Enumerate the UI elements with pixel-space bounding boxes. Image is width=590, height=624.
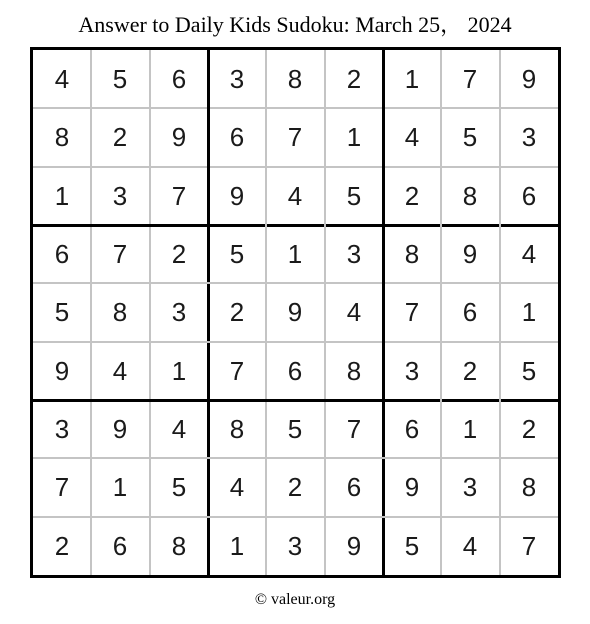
sudoku-cell: 1 xyxy=(346,121,362,152)
sudoku-grid xyxy=(33,50,558,575)
sudoku-cell: 6 xyxy=(462,296,478,327)
sudoku-cell: 3 xyxy=(54,413,70,444)
sudoku-cell: 9 xyxy=(287,296,303,327)
sudoku-cell: 1 xyxy=(287,238,303,269)
sudoku-cell: 3 xyxy=(462,471,478,502)
sudoku-cell: 3 xyxy=(521,121,537,152)
sudoku-cell: 5 xyxy=(171,471,187,502)
sudoku-cell: 8 xyxy=(462,180,478,211)
sudoku-cell: 8 xyxy=(112,296,128,327)
sudoku-cell: 6 xyxy=(112,530,128,561)
sudoku-cell: 3 xyxy=(346,238,362,269)
sudoku-cell: 5 xyxy=(346,180,362,211)
sudoku-cell: 7 xyxy=(404,296,420,327)
sudoku-cell: 8 xyxy=(346,355,362,386)
sudoku-cell: 3 xyxy=(229,63,245,94)
sudoku-cell: 3 xyxy=(404,355,420,386)
sudoku-cell: 1 xyxy=(462,413,478,444)
sudoku-cell: 4 xyxy=(521,238,537,269)
sudoku-cell: 2 xyxy=(404,180,420,211)
sudoku-cell: 3 xyxy=(171,296,187,327)
sudoku-cell: 8 xyxy=(404,238,420,269)
sudoku-cell: 6 xyxy=(346,471,362,502)
sudoku-board xyxy=(30,47,561,578)
sudoku-cell: 4 xyxy=(229,471,245,502)
sudoku-cell: 5 xyxy=(112,63,128,94)
sudoku-cell: 3 xyxy=(112,180,128,211)
sudoku-cell: 5 xyxy=(287,413,303,444)
sudoku-cell: 4 xyxy=(462,530,478,561)
sudoku-cell: 9 xyxy=(462,238,478,269)
sudoku-cell: 1 xyxy=(54,180,70,211)
sudoku-cell: 9 xyxy=(346,530,362,561)
sudoku-cell: 7 xyxy=(287,121,303,152)
sudoku-cell: 6 xyxy=(54,238,70,269)
sudoku-cell: 2 xyxy=(521,413,537,444)
sudoku-cell: 1 xyxy=(404,63,420,94)
sudoku-cell: 8 xyxy=(54,121,70,152)
sudoku-cell: 7 xyxy=(112,238,128,269)
sudoku-cell: 6 xyxy=(229,121,245,152)
sudoku-cell: 5 xyxy=(404,530,420,561)
sudoku-cell: 6 xyxy=(521,180,537,211)
sudoku-cell: 4 xyxy=(171,413,187,444)
sudoku-cell: 9 xyxy=(229,180,245,211)
sudoku-cell: 6 xyxy=(171,63,187,94)
sudoku-cell: 8 xyxy=(521,471,537,502)
sudoku-cell: 5 xyxy=(521,355,537,386)
sudoku-cell: 9 xyxy=(521,63,537,94)
sudoku-cell: 9 xyxy=(112,413,128,444)
sudoku-cell: 7 xyxy=(171,180,187,211)
sudoku-cell: 2 xyxy=(287,471,303,502)
sudoku-cell: 4 xyxy=(112,355,128,386)
sudoku-cell: 7 xyxy=(346,413,362,444)
sudoku-cell: 6 xyxy=(404,413,420,444)
sudoku-cell: 5 xyxy=(462,121,478,152)
sudoku-cell: 7 xyxy=(521,530,537,561)
sudoku-cell: 8 xyxy=(287,63,303,94)
sudoku-cell: 1 xyxy=(171,355,187,386)
sudoku-cell: 7 xyxy=(54,471,70,502)
sudoku-cell: 1 xyxy=(521,296,537,327)
sudoku-cell: 7 xyxy=(462,63,478,94)
page-title: Answer to Daily Kids Sudoku: March 25， 2024 xyxy=(78,12,512,37)
sudoku-cell: 1 xyxy=(112,471,128,502)
sudoku-cell: 5 xyxy=(54,296,70,327)
sudoku-cell: 2 xyxy=(54,530,70,561)
sudoku-cell: 7 xyxy=(229,355,245,386)
sudoku-cell: 8 xyxy=(229,413,245,444)
sudoku-cell: 3 xyxy=(287,530,303,561)
sudoku-cell: 2 xyxy=(171,238,187,269)
sudoku-cell: 4 xyxy=(346,296,362,327)
sudoku-cell: 6 xyxy=(287,355,303,386)
sudoku-cell: 4 xyxy=(287,180,303,211)
copyright-footer: © valeur.org xyxy=(254,591,336,608)
sudoku-cell: 2 xyxy=(112,121,128,152)
sudoku-cell: 9 xyxy=(54,355,70,386)
sudoku-cell: 2 xyxy=(229,296,245,327)
sudoku-cell: 1 xyxy=(229,530,245,561)
sudoku-cell: 9 xyxy=(171,121,187,152)
sudoku-cell: 2 xyxy=(346,63,362,94)
sudoku-cell: 8 xyxy=(171,530,187,561)
sudoku-cell: 9 xyxy=(404,471,420,502)
sudoku-cell: 2 xyxy=(462,355,478,386)
sudoku-cell: 4 xyxy=(404,121,420,152)
sudoku-cell: 5 xyxy=(229,238,245,269)
sudoku-cell: 4 xyxy=(54,63,70,94)
